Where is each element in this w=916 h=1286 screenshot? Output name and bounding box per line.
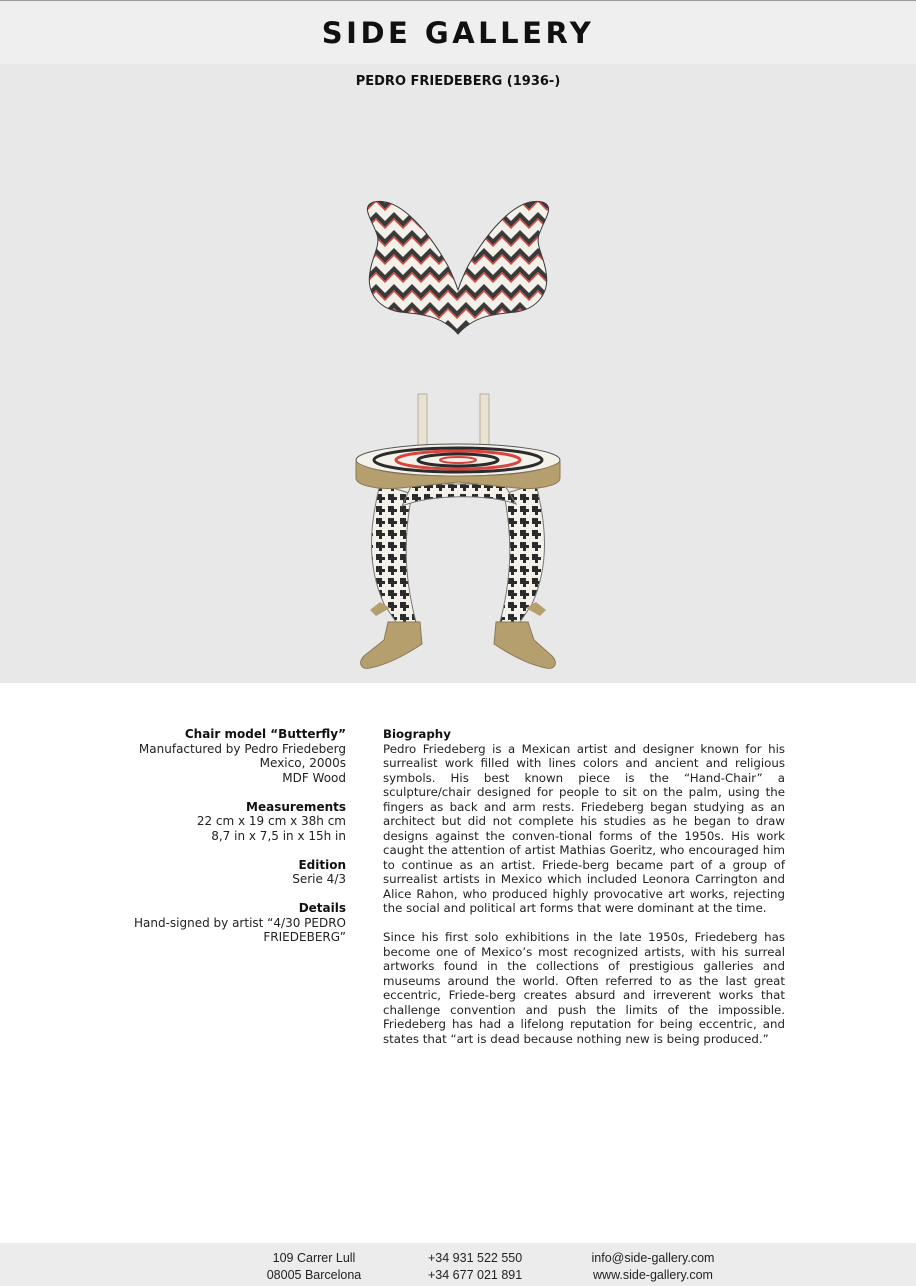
measurement-line: 22 cm x 19 cm x 38h cm: [196, 814, 346, 828]
address-line: 08005 Barcelona: [266, 1267, 362, 1282]
edition-line: Serie 4/3: [292, 872, 346, 886]
biography-paragraph: Since his first solo exhibitions in the late 1950s, Friedeberg has become one of Mexico’s most recognized artists, with his surreal artworks found in the collections of prestigious galleries and museums around the world. Often referred to as the last great eccentric, Friede-berg creates absurd and irreverent works that challenge convention and push the limits of the impossible. Friedeberg has had a lifelong reputation for being eccentric, and states that “art is dead because nothing new is being produced.”: [383, 930, 785, 1046]
footer-phones: [428, 1250, 522, 1283]
details-line: Hand-signed by artist “4/30 PEDRO: [133, 915, 346, 930]
item-details: [100, 727, 346, 945]
page-footer: [0, 1243, 916, 1286]
hero-section: [0, 64, 916, 683]
edition-title: Edition: [298, 857, 346, 872]
footer-address: [262, 1250, 366, 1283]
phone-number[interactable]: +34 677 021 891: [428, 1267, 523, 1282]
measurements-title: Measurements: [246, 799, 346, 814]
details-line: FRIEDEBERG”: [263, 930, 346, 944]
page-header: [0, 1, 916, 64]
biography: [383, 727, 785, 1046]
model-title: Chair model “Butterfly”: [184, 727, 346, 741]
chair-image: [340, 194, 580, 684]
model-line: Manufactured by Pedro Friedeberg: [138, 741, 346, 756]
email-link[interactable]: info@side-gallery.com: [591, 1251, 715, 1265]
footer-web: [588, 1250, 718, 1283]
artist-name: PEDRO FRIEDEBERG (1936-): [355, 74, 561, 89]
model-line: MDF Wood: [282, 770, 346, 785]
brand-title: SIDE GALLERY: [321, 15, 595, 50]
phone-number[interactable]: +34 931 522 550: [428, 1251, 523, 1265]
details-title: Details: [298, 901, 346, 915]
website-link[interactable]: www.side-gallery.com: [593, 1267, 713, 1282]
model-line: Mexico, 2000s: [259, 756, 346, 770]
measurement-line: 8,7 in x 7,5 in x 15h in: [211, 828, 346, 843]
biography-paragraph: Pedro Friedeberg is a Mexican artist and designer known for his surrealist work filled with lines colors and ancient and religious symbols. His best known piece is the “Hand-Chair” a sculpture/chair designed for people to sit on the palm, using the fingers as back and arm rests. Friedeberg began studying as an architect but did not complete his studies as he began to draw designs against the conven-tional forms of the 1950s. His work caught the attention of artist Mathias Goeritz, who encouraged him to continue as an artist. Friede-berg became part of a group of surrealist artists in Mexico which included Leonora Carrington and Alice Rahon, who produced highly provocative art works, rejecting the social and political art forms that were dominant at the time.: [383, 741, 785, 915]
biography-title: Biography: [383, 727, 451, 741]
address-line: 109 Carrer Lull: [272, 1251, 356, 1265]
